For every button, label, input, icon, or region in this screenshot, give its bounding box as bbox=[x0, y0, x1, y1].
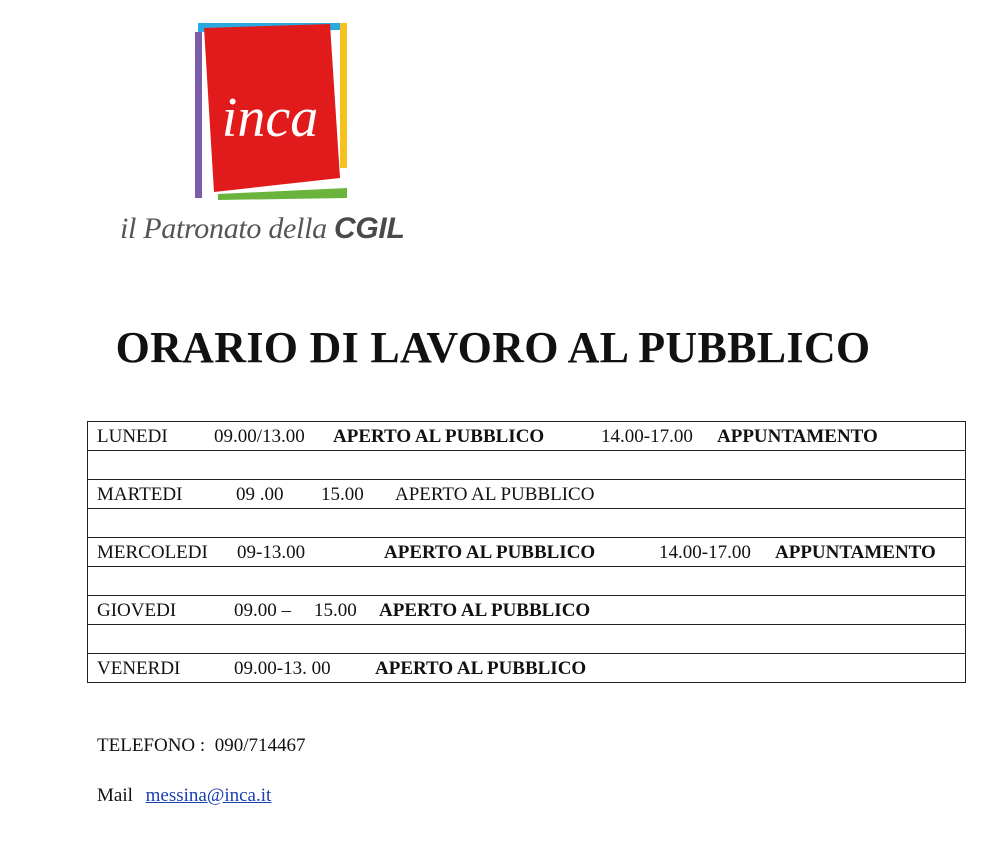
day-label: VENERDI bbox=[97, 658, 181, 679]
table-row bbox=[88, 480, 966, 509]
mail-label: Mail bbox=[97, 785, 133, 806]
day-label: GIOVEDI bbox=[97, 600, 177, 621]
time-value-2: 14.00-17.00 bbox=[659, 542, 751, 563]
page-title: ORARIO DI LAVORO AL PUBBLICO bbox=[115, 323, 871, 372]
status-text: APERTO AL PUBBLICO bbox=[395, 484, 595, 505]
time-value-end: 15.00 bbox=[314, 600, 357, 621]
table-row bbox=[88, 422, 966, 451]
day-label: MERCOLEDI bbox=[97, 542, 208, 563]
time-value-2: 14.00-17.00 bbox=[601, 426, 693, 447]
status-text: APERTO AL PUBBLICO bbox=[379, 600, 591, 621]
phone-line bbox=[97, 735, 305, 757]
time-value: 09.00 – bbox=[234, 600, 291, 621]
table-row bbox=[88, 654, 966, 683]
day-label: MARTEDI bbox=[97, 484, 183, 505]
status-text-2: APPUNTAMENTO bbox=[717, 426, 878, 447]
mail-line bbox=[97, 785, 271, 807]
status-text-2: APPUNTAMENTO bbox=[775, 542, 936, 563]
mail-link[interactable]: messina@inca.it bbox=[145, 785, 272, 806]
table-row-spacer bbox=[88, 451, 966, 480]
table-row-spacer bbox=[88, 567, 966, 596]
time-value: 09 .00 bbox=[236, 484, 284, 505]
status-text: APERTO AL PUBBLICO bbox=[333, 426, 545, 447]
day-label: LUNEDI bbox=[97, 426, 168, 447]
phone-number: 090/714467 bbox=[214, 735, 306, 756]
tagline: il Patronato della CGIL bbox=[120, 212, 405, 245]
table-row bbox=[88, 596, 966, 625]
status-text: APERTO AL PUBBLICO bbox=[375, 658, 587, 679]
table-row-spacer bbox=[88, 625, 966, 654]
time-value: 09-13.00 bbox=[237, 542, 306, 563]
schedule-table bbox=[87, 421, 966, 683]
inca-logo bbox=[190, 18, 355, 203]
time-value-end: 15.00 bbox=[321, 484, 364, 505]
time-value: 09.00-13. 00 bbox=[234, 658, 331, 679]
table-row-spacer bbox=[88, 509, 966, 538]
logo-text: inca bbox=[221, 87, 319, 149]
table-row bbox=[88, 538, 966, 567]
status-text: APERTO AL PUBBLICO bbox=[384, 542, 596, 563]
phone-label: TELEFONO : bbox=[97, 735, 206, 756]
time-value: 09.00/13.00 bbox=[214, 426, 305, 447]
tagline-cgil: CGIL bbox=[334, 212, 405, 245]
